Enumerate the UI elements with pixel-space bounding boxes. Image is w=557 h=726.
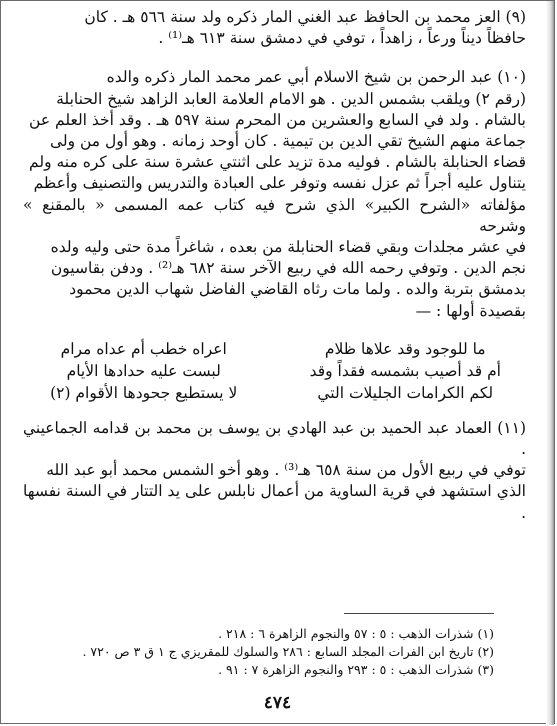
entry-11-line-3: الذي استشهد في قرية الساوية من أعمال نابلس على يد التتار في السنة نفسها .	[23, 482, 526, 522]
page-body	[23, 5, 526, 524]
elegy-poem	[23, 338, 526, 404]
poem-verse	[23, 360, 526, 382]
entry-10-line-1: (١٠) عبد الرحمن بن شيخ الاسلام أبي عمر محمد المار ذكره والده	[106, 68, 526, 87]
poem-first-hemistich: ما للوجود وقد علاها ظلام	[324, 339, 486, 358]
entry-10-line-2: (رقم ٢) ويلقب بشمس الدين . هو الامام العلامة العابد الزاهد شيخ الحنابلة	[56, 89, 526, 108]
entry-9-line-1: (٩) العز محمد بن الحافظ عبد الغني المار ذكره ولد سنة ٥٦٦ هـ . كان	[84, 8, 526, 26]
entry-10-line-6: يتناول عليه أجراً ثم عزل نفسه وتوفر على العبادة والتدريس والتصنيف وأعظم	[33, 174, 526, 193]
entry-11-paragraph	[23, 418, 526, 524]
footnotes	[41, 625, 494, 679]
entry-10-line-9: نجم الدين . وتوفي رحمه الله في ربيع الآخر سنة ٦٨٢ هـ⁽²⁾ . ودفن بقاسيون	[50, 259, 526, 278]
poem-second-hemistich: لا يستطيع جحودها الأقوام (٢)	[50, 383, 238, 402]
page-number: ٤٧٤	[263, 693, 292, 713]
entry-10-line-10: بدمشق بتربة والده . ولما مات رثاه القاضي الفاضل شهاب الدين محمود	[69, 280, 526, 299]
entry-10-line-7: مؤلفاته «الشرح الكبير» الذي شرح فيه كتاب عمه المسمى « بالمقنع » وشرحه	[23, 195, 526, 235]
entry-10-line-11: بقصيدة أولها : —	[415, 301, 526, 320]
entry-10-line-4: جماعة منهم الشيخ تقي الدين بن تيمية . كان أوحد زمانه . وهو أول من ولى	[49, 132, 526, 151]
entry-10-line-8: في عشر مجلدات وبقي قضاء الحنابلة من بعده ، شاغراً مدة حتى وليه ولده	[50, 238, 526, 257]
poem-first-hemistich: أم قد أصيب بشمسه فقداً وقد	[309, 361, 501, 380]
entry-10-line-5: قضاء الحنابلة بالشام . فوليه مدة تزيد على اثنتي عشرة سنة على كره منه ولم	[29, 153, 526, 172]
entry-10-paragraph	[23, 67, 526, 321]
page-edge-shadow	[546, 1, 554, 725]
footnote-1: (١) شذرات الذهب : ٥ : ٥٧ والنجوم الزاهرة ٦ : ٢١٨ .	[218, 626, 494, 641]
entry-11-line-1: (١١) العماد عبد الحميد بن عبد الهادي بن يوسف بن محمد بن قدامه الجماعيني .	[23, 418, 526, 459]
footnote-3: (٣) شذرات الذهب : ٥ : ٢٩٣ والنجوم الزاهرة ٧ : ٩١ .	[218, 662, 494, 677]
poem-second-hemistich: لبست عليه حدادها الأيام	[66, 361, 221, 380]
entry-11-line-2: توفي في ربيع الأول من سنة ٦٥٨ هـ⁽³⁾ . وهو أخو الشمس محمد أبو عبد الله	[46, 461, 526, 480]
entry-9-paragraph	[23, 7, 526, 49]
footnote-separator	[344, 613, 494, 614]
poem-verse	[23, 382, 526, 404]
footnote-2: (٢) تاريخ ابن الفرات المجلد السابع : ٢٨٦ والسلوك للمقريزي ج ١ ق ٣ ص ٧٢٠ .	[82, 644, 494, 659]
poem-first-hemistich: لكم الكرامات الجليلات التي	[317, 383, 494, 402]
entry-10-line-3: بالشام . ولد في السابع والعشرين من المحرم سنة ٥٩٧ هـ . وقد أخذ العلم عن	[29, 110, 526, 129]
poem-verse	[23, 338, 526, 360]
poem-second-hemistich: اعراه خطب أم عداه مرام	[60, 339, 227, 358]
entry-9-line-2: حافظاً ديناً ورعاً ، زاهداً ، توفي في دمشق سنة ٦١٣ هـ⁽¹⁾ .	[158, 29, 526, 48]
